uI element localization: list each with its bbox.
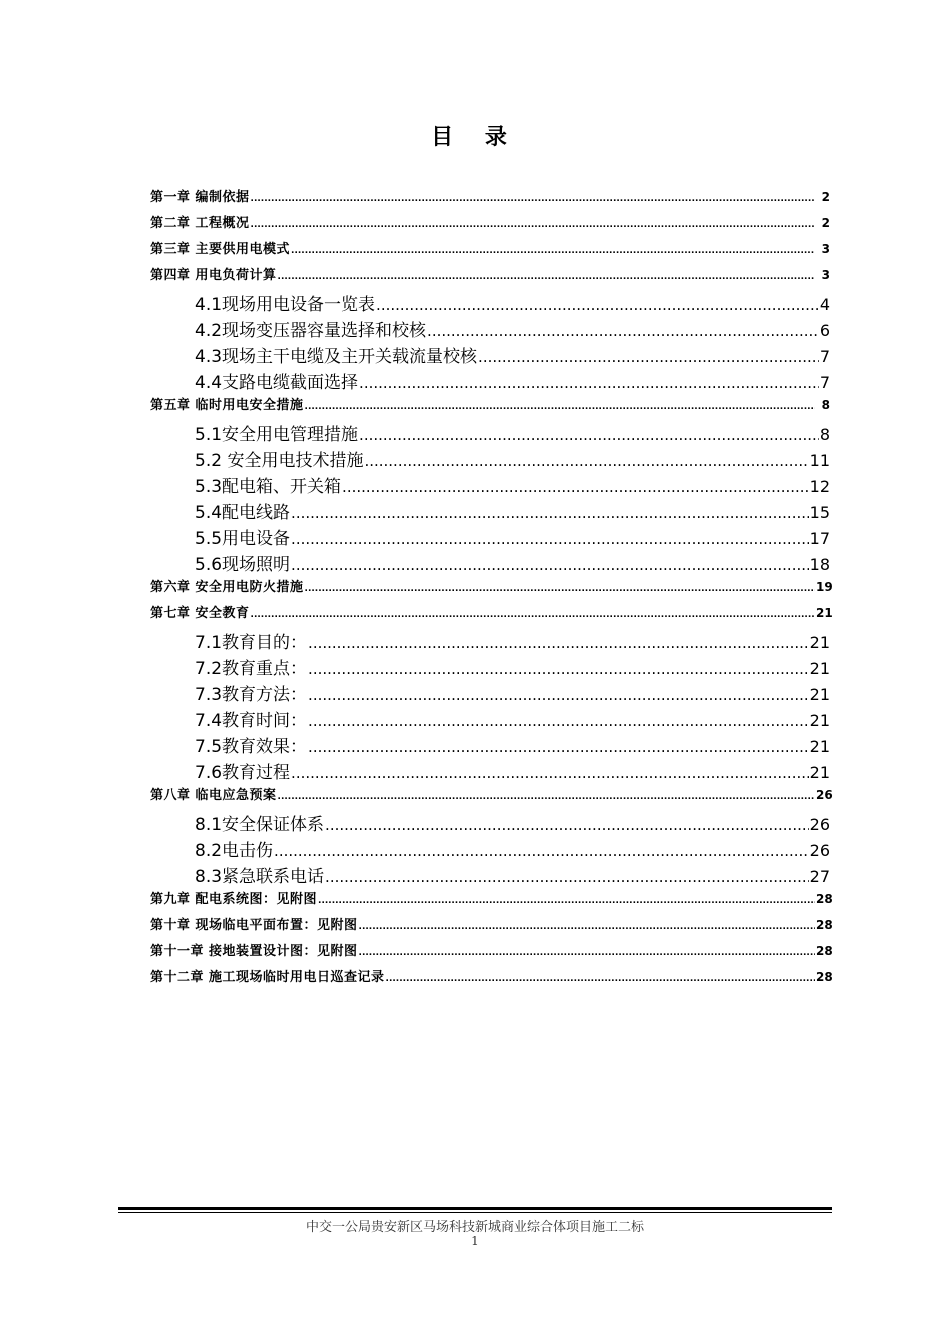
- toc-dot-leader: [251, 194, 815, 204]
- toc-entry-page: 28: [816, 970, 833, 984]
- toc-section-entry[interactable]: [150, 420, 830, 446]
- toc-entry-label: 7.3教育方法：: [195, 685, 308, 705]
- toc-section-entry[interactable]: [150, 342, 830, 368]
- toc-dot-leader: [386, 974, 815, 984]
- toc-dot-leader: [364, 452, 808, 470]
- toc-entry-page: 3: [821, 242, 830, 256]
- toc-entry-page: 28: [816, 892, 833, 906]
- toc-entry-label: 第九章 配电系统图：见附图: [150, 892, 318, 907]
- toc-dot-leader: [318, 896, 815, 906]
- toc-dot-leader: [278, 272, 815, 282]
- toc-entry-page: 26: [816, 788, 833, 802]
- toc-section-entry[interactable]: [150, 550, 830, 576]
- footer-project-name: 中交一公局贵安新区马场科技新城商业综合体项目施工二标: [305, 1220, 644, 1235]
- toc-entry-label: 第五章 临时用电安全措施: [150, 398, 304, 413]
- toc-entry-page: 21: [809, 711, 830, 730]
- toc-title: 目 录: [431, 125, 519, 150]
- toc-entry-page: 27: [809, 867, 830, 886]
- toc-chapter-entry[interactable]: [150, 212, 830, 238]
- toc-entry-page: 3: [821, 268, 830, 282]
- toc-dot-leader: [308, 660, 809, 678]
- toc-chapter-entry[interactable]: [150, 602, 833, 628]
- toc-entry-label: 第十章 现场临电平面布置：见附图: [150, 918, 358, 933]
- toc-section-entry[interactable]: [150, 446, 830, 472]
- toc-entry-label: 5.4配电线路: [195, 503, 291, 523]
- toc-entry-label: 4.4支路电缆截面选择: [195, 373, 359, 393]
- toc-dot-leader: [308, 634, 809, 652]
- toc-chapter-entry[interactable]: [150, 966, 833, 992]
- toc-section-entry[interactable]: [150, 732, 830, 758]
- toc-chapter-entry[interactable]: [150, 264, 830, 290]
- toc-entry-label: 5.5用电设备: [195, 529, 291, 549]
- toc-dot-leader: [274, 842, 809, 860]
- toc-entry-page: 8: [821, 398, 830, 412]
- toc-section-entry[interactable]: [150, 758, 830, 784]
- footer-rule-thick: [118, 1207, 832, 1210]
- toc-entry-label: 第三章 主要供用电模式: [150, 242, 291, 257]
- toc-entry-label: 4.1现场用电设备一览表: [195, 295, 376, 315]
- toc-chapter-entry[interactable]: [150, 186, 830, 212]
- toc-section-entry[interactable]: [150, 368, 830, 394]
- toc-entry-label: 7.4教育时间：: [195, 711, 308, 731]
- toc-dot-leader: [291, 556, 809, 574]
- toc-entry-page: 7: [819, 373, 830, 392]
- table-of-contents: [150, 186, 833, 992]
- toc-section-entry[interactable]: [150, 290, 830, 316]
- toc-chapter-entry[interactable]: [150, 576, 833, 602]
- toc-entry-page: 6: [819, 321, 830, 340]
- toc-chapter-entry[interactable]: [150, 914, 833, 940]
- toc-entry-label: 8.2电击伤: [195, 841, 274, 861]
- toc-entry-label: 5.6现场照明: [195, 555, 291, 575]
- toc-entry-page: 15: [809, 503, 830, 522]
- toc-section-entry[interactable]: [150, 316, 830, 342]
- toc-dot-leader: [251, 220, 815, 230]
- toc-section-entry[interactable]: [150, 654, 830, 680]
- toc-chapter-entry[interactable]: [150, 784, 833, 810]
- toc-dot-leader: [308, 712, 809, 730]
- toc-entry-page: 4: [819, 295, 830, 314]
- toc-entry-page: 21: [809, 763, 830, 782]
- toc-entry-page: 11: [809, 451, 830, 470]
- toc-entry-label: 第七章 安全教育: [150, 606, 250, 621]
- toc-dot-leader: [359, 948, 815, 958]
- toc-entry-page: 26: [809, 841, 830, 860]
- toc-dot-leader: [291, 764, 809, 782]
- toc-entry-label: 7.5教育效果：: [195, 737, 308, 757]
- toc-entry-label: 4.2现场变压器容量选择和校核: [195, 321, 427, 341]
- toc-chapter-entry[interactable]: [150, 394, 830, 420]
- toc-entry-page: 19: [816, 580, 833, 594]
- toc-dot-leader: [359, 374, 819, 392]
- toc-section-entry[interactable]: [150, 680, 830, 706]
- toc-entry-page: 21: [809, 633, 830, 652]
- toc-entry-page: 12: [809, 477, 830, 496]
- toc-dot-leader: [359, 922, 815, 932]
- toc-dot-leader: [359, 426, 819, 444]
- toc-entry-label: 7.2教育重点：: [195, 659, 308, 679]
- toc-chapter-entry[interactable]: [150, 238, 830, 264]
- toc-section-entry[interactable]: [150, 836, 830, 862]
- toc-chapter-entry[interactable]: [150, 940, 833, 966]
- toc-entry-page: 28: [816, 918, 833, 932]
- footer-rule-thin: [118, 1212, 832, 1213]
- toc-dot-leader: [427, 322, 819, 340]
- toc-entry-page: 21: [809, 659, 830, 678]
- toc-section-entry[interactable]: [150, 498, 830, 524]
- toc-entry-label: 8.1安全保证体系: [195, 815, 325, 835]
- toc-section-entry[interactable]: [150, 472, 830, 498]
- toc-entry-label: 7.6教育过程: [195, 763, 291, 783]
- toc-entry-label: 第四章 用电负荷计算: [150, 268, 277, 283]
- toc-dot-leader: [376, 296, 819, 314]
- toc-dot-leader: [478, 348, 819, 366]
- toc-dot-leader: [251, 610, 815, 620]
- toc-section-entry[interactable]: [150, 524, 830, 550]
- toc-section-entry[interactable]: [150, 628, 830, 654]
- toc-entry-page: 21: [809, 737, 830, 756]
- toc-entry-page: 2: [821, 216, 830, 230]
- toc-dot-leader: [291, 530, 809, 548]
- toc-entry-page: 18: [809, 555, 830, 574]
- toc-chapter-entry[interactable]: [150, 888, 833, 914]
- toc-dot-leader: [278, 792, 815, 802]
- toc-dot-leader: [325, 868, 809, 886]
- footer-page-number: 1: [471, 1234, 479, 1248]
- toc-section-entry[interactable]: [150, 810, 830, 836]
- toc-entry-label: 第二章 工程概况: [150, 216, 250, 231]
- toc-section-entry[interactable]: [150, 706, 830, 732]
- toc-entry-label: 8.3紧急联系电话: [195, 867, 325, 887]
- toc-entry-label: 第六章 安全用电防火措施: [150, 580, 304, 595]
- toc-dot-leader: [342, 478, 809, 496]
- toc-dot-leader: [291, 246, 815, 256]
- toc-entry-label: 7.1教育目的：: [195, 633, 308, 653]
- toc-entry-label: 第十二章 施工现场临时用电日巡查记录: [150, 970, 385, 985]
- toc-dot-leader: [308, 686, 809, 704]
- toc-entry-label: 第八章 临电应急预案: [150, 788, 277, 803]
- toc-entry-label: 5.3配电箱、开关箱: [195, 477, 342, 497]
- toc-entry-page: 26: [809, 815, 830, 834]
- toc-entry-label: 第一章 编制依据: [150, 190, 250, 205]
- toc-dot-leader: [291, 504, 809, 522]
- toc-entry-page: 21: [809, 685, 830, 704]
- toc-entry-page: 7: [819, 347, 830, 366]
- toc-entry-page: 8: [819, 425, 830, 444]
- toc-section-entry[interactable]: [150, 862, 830, 888]
- toc-entry-label: 第十一章 接地装置设计图：见附图: [150, 944, 358, 959]
- toc-dot-leader: [325, 816, 809, 834]
- toc-dot-leader: [305, 584, 815, 594]
- toc-entry-page: 28: [816, 944, 833, 958]
- toc-dot-leader: [305, 402, 815, 412]
- toc-entry-label: 5.2 安全用电技术措施: [195, 451, 364, 471]
- toc-entry-page: 2: [821, 190, 830, 204]
- toc-dot-leader: [308, 738, 809, 756]
- toc-entry-page: 17: [809, 529, 830, 548]
- toc-entry-label: 4.3现场主干电缆及主开关载流量校核: [195, 347, 478, 367]
- toc-entry-page: 21: [816, 606, 833, 620]
- toc-entry-label: 5.1安全用电管理措施: [195, 425, 359, 445]
